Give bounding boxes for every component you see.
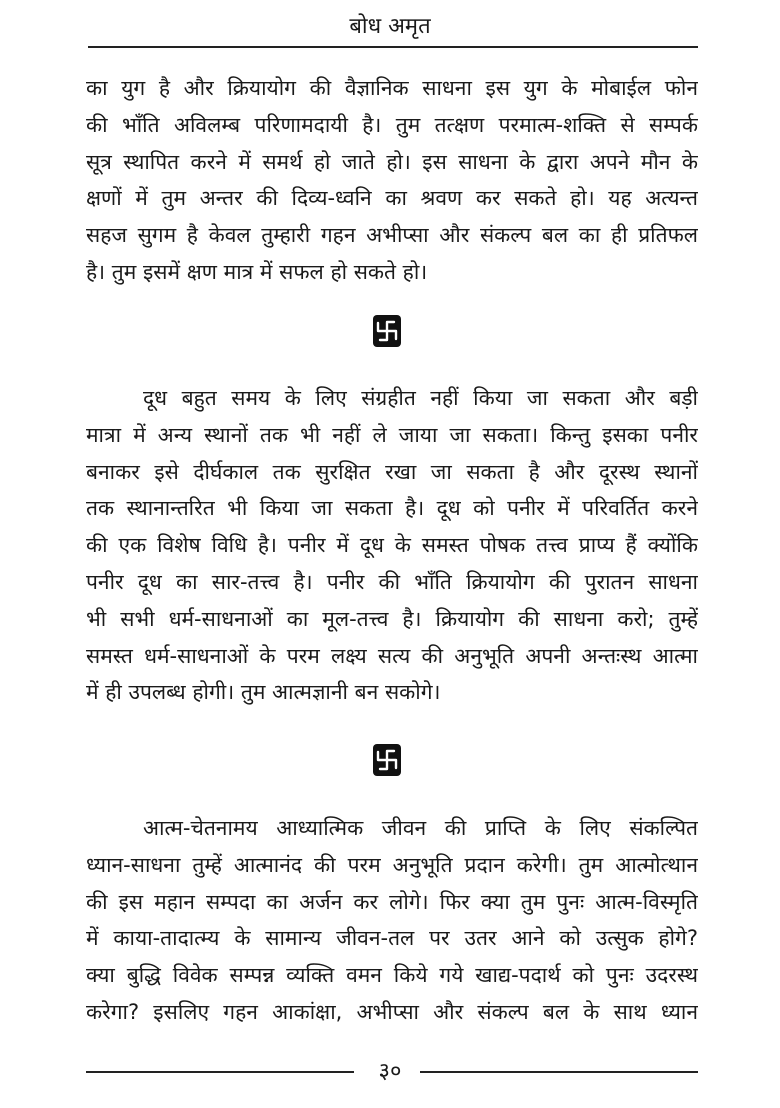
text-line: ध्यान-साधना तुम्हें आत्मानंद की परम अनुभूति प्रदान करेगी। तुम आत्मोत्थान [86, 852, 698, 877]
text-line: बनाकर इसे दीर्घकाल तक सुरक्षित रखा जा सकता है और दूरस्थ स्थानों [86, 459, 698, 484]
header-rule [88, 46, 698, 48]
footer-rule-right [420, 1071, 698, 1073]
swastika-icon [372, 743, 402, 777]
text-line: में काया-तादात्म्य के सामान्य जीवन-तल पर उतर आने को उत्सुक होगे? [86, 926, 698, 951]
text-line: सहज सुगम है केवल तुम्हारी गहन अभीप्सा और संकल्प बल का ही प्रतिफल [86, 223, 698, 248]
text-line: दूध बहुत समय के लिए संग्रहीत नहीं किया जा सकता और बड़ी [143, 386, 698, 410]
text-line: की एक विशेष विधि है। पनीर में दूध के समस्त पोषक तत्त्व प्राप्य हैं क्योंकि [86, 533, 698, 558]
text-line: आत्म-चेतनामय आध्यात्मिक जीवन की प्राप्ति के लिए संकल्पित [143, 816, 698, 840]
page-number: ३० [378, 1059, 402, 1084]
text-line: समस्त धर्म-साधनाओं के परम लक्ष्य सत्य की अनुभूति अपनी अन्तःस्थ आत्मा [86, 643, 698, 668]
text-line: की इस महान सम्पदा का अर्जन कर लोगे। फिर क्या तुम पुनः आत्म-विस्मृति [86, 889, 698, 914]
footer-rule-left [86, 1071, 354, 1073]
text-line: पनीर दूध का सार-तत्त्व है। पनीर की भाँति क्रियायोग की पुरातन साधना [86, 569, 698, 594]
swastika-icon [372, 314, 402, 348]
paragraph-2 [86, 380, 698, 711]
text-line: क्षणों में तुम अन्तर की दिव्य-ध्वनि का श्रवण कर सकते हो। यह अत्यन्त [86, 186, 698, 211]
text-line: तक स्थानान्तरित भी किया जा सकता है। दूध को पनीर में परिवर्तित करने [86, 496, 698, 521]
text-line: में ही उपलब्ध होगी। तुम आत्मज्ञानी बन सकोगे। [86, 680, 441, 705]
text-line: सूत्र स्थापित करने में समर्थ हो जाते हो। इस साधना के द्वारा अपने मौन के [86, 149, 698, 174]
text-line: मात्रा में अन्य स्थानों तक भी नहीं ले जाया जा सकता। किन्तु इसका पनीर [86, 422, 698, 447]
page-header-title: बोध अमृत [349, 14, 431, 39]
paragraph-1 [86, 70, 698, 291]
text-line: का युग है और क्रियायोग की वैज्ञानिक साधना इस युग के मोबाईल फोन [86, 76, 698, 100]
paragraph-3 [86, 810, 698, 1031]
text-line: है। तुम इसमें क्षण मात्र में सफल हो सकते हो। [86, 259, 428, 284]
text-line: करेगा? इसलिए गहन आकांक्षा, अभीप्सा और संकल्प बल के साथ ध्यान [86, 999, 698, 1024]
text-line: की भाँति अविलम्ब परिणामदायी है। तुम तत्क्षण परमात्म-शक्ति से सम्पर्क [86, 112, 698, 137]
text-line: क्या बुद्धि विवेक सम्पन्न व्यक्ति वमन किये गये खाद्य-पदार्थ को पुनः उदरस्थ [86, 963, 698, 988]
text-line: भी सभी धर्म-साधनाओं का मूल-तत्त्व है। क्रियायोग की साधना करो; तुम्हें [86, 606, 698, 631]
